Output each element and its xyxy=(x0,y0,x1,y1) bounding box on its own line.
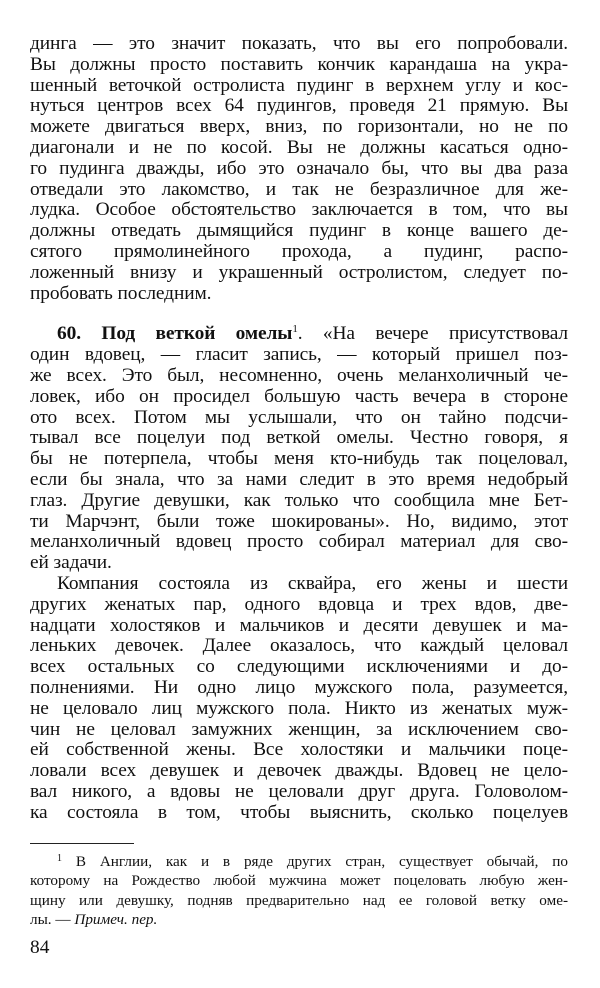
text-line: если бы знала, что за нами следит в это время недобрый xyxy=(30,468,568,490)
paragraph-mistletoe xyxy=(30,324,568,574)
text-line: не целовало лиц мужского пола. Никто из женатых муж- xyxy=(30,697,568,719)
page-number: 84 xyxy=(30,937,50,958)
text-line: надцати холостяков и мальчиков и десяти девушек и ма- xyxy=(30,614,568,636)
text-line: Компания состояла из сквайра, его жены и шести xyxy=(57,572,568,594)
footnote-line xyxy=(30,910,568,929)
text-line: ка состояла в том, чтобы выяснить, сколько поцелуев xyxy=(30,801,568,823)
text-line: ложенный внизу и украшенный остролистом, следует по- xyxy=(30,261,568,283)
text-line: лудка. Особое обстоятельство заключается в том, что вы xyxy=(30,199,568,221)
text-line: Вы должны просто поставить кончик карандаша на укра- xyxy=(30,53,568,75)
text-line: ей задачи. xyxy=(30,552,112,574)
text-line: го пудинга дважды, ибо это означало бы, что вы два раза xyxy=(30,157,568,179)
text-line: ти Марчэнт, были тоже шокированы». Но, видимо, этот xyxy=(30,510,568,532)
text-line: ловали всех девушек и девочек дважды. Вдовец не цело- xyxy=(30,760,568,782)
text-line: полнениями. Ни одно лицо мужского пола, разумеется, xyxy=(30,676,568,698)
text-line: всех остальных со следующими исключениями и до- xyxy=(30,656,568,678)
text-line: шенный веточкой остролиста пудинг в верхнем углу и кос- xyxy=(30,74,568,96)
text-fragment: . «На вечере присутствовал xyxy=(297,323,569,345)
footnote-line xyxy=(30,852,568,871)
footnote-text: лы. — xyxy=(30,910,75,928)
text-line: ловек, ибо он просидел большую часть вечера в стороне xyxy=(30,385,568,407)
text-line: сятого прямолинейного прохода, а пудинг, распо- xyxy=(30,240,568,262)
footnote-mark: 1 xyxy=(57,853,62,864)
text-line: пробовать последним. xyxy=(30,282,212,304)
footnote-line: щину или девушку, подняв предварительно над ее головой ветку оме- xyxy=(30,891,568,909)
text-line: ото всех. Потом мы услышали, что он тайно подсчи- xyxy=(30,406,568,428)
text-line: меланхоличный вдовец просто собирал материал для сво- xyxy=(30,531,568,553)
page-body xyxy=(30,34,568,823)
footnote xyxy=(30,852,568,929)
text-line: леньких девочек. Далее оказалось, что каждый целовал xyxy=(30,635,568,657)
text-line: других женатых пар, одного вдовца и трех вдов, две- xyxy=(30,593,568,615)
section-first-line xyxy=(30,324,568,345)
text-line: тывал все поцелуи под веткой омелы. Честно говоря, я xyxy=(30,427,568,449)
text-line: нуться центров всех 64 пудингов, проведя 21 прямую. Вы xyxy=(30,95,568,117)
paragraph-company xyxy=(30,574,568,824)
text-line: бы не потерпела, чтобы меня кто-нибудь так поцеловал, xyxy=(30,448,568,470)
text-line: можете двигаться вверх, вниз, по горизонтали, но не по xyxy=(30,116,568,138)
footnote-divider xyxy=(30,843,134,844)
text-line: вал никого, а вдовы не целовали друг друга. Головолом- xyxy=(30,780,568,802)
text-line: должны отведать дымящийся пудинг в конце вашего де- xyxy=(30,220,568,242)
footnote-line: которому на Рождество любой мужчина может поцеловать любую жен- xyxy=(30,872,568,890)
text-line: ей собственной жены. Все холостяки и мальчики поце- xyxy=(30,739,568,761)
paragraph-pudding xyxy=(30,34,568,304)
text-line: динга — это значит показать, что вы его попробовали. xyxy=(30,33,568,54)
text-line: глаз. Другие девушки, как только что сообщила мне Бет- xyxy=(30,489,568,511)
text-line: же всех. Это был, несомненно, очень меланхоличный че- xyxy=(30,364,568,386)
footnote-reference[interactable]: 1 xyxy=(292,323,298,336)
footnote-text: В Англии, как и в ряде других стран, существует обычай, по xyxy=(62,853,568,870)
translator-note: Примеч. пер. xyxy=(74,910,158,928)
paragraph-gap xyxy=(30,304,568,324)
text-line: один вдовец, — гласит запись, — который пришел поз- xyxy=(30,344,568,366)
text-line: диагонали и не по косой. Вы не должны касаться одно- xyxy=(30,136,568,158)
text-line: чин не целовал замужних женщин, за исключением сво- xyxy=(30,718,568,740)
text-line: отведали это лакомство, и так не безразличное для же- xyxy=(30,178,568,200)
section-heading: 60. Под веткой омелы xyxy=(57,323,293,345)
